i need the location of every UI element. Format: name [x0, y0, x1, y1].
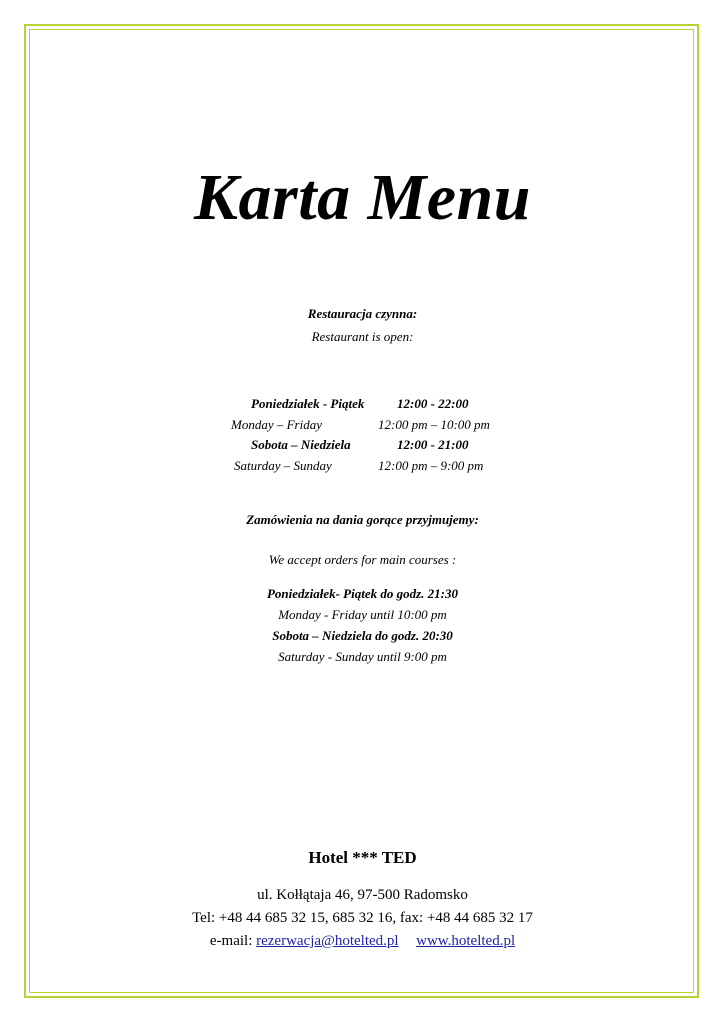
open-header-pl: Restauracja czynna: — [307, 306, 418, 321]
hours-days-weekday-pl: Poniedziałek - Piątek — [251, 396, 365, 411]
hotel-phone: Tel: +48 44 685 32 15, 685 32 16, fax: +48 44 685 32 17 — [192, 910, 533, 926]
website-link[interactable]: www.hotelted.pl — [416, 933, 516, 949]
hours-time-weekend-pl: 12:00 - 21:00 — [397, 437, 469, 452]
orders-line-weekend-en: Saturday - Sunday until 9:00 pm — [278, 649, 447, 664]
hours-time-weekday-pl: 12:00 - 22:00 — [397, 396, 469, 411]
hotel-address: ul. Kołłątaja 46, 97-500 Radomsko — [257, 887, 468, 903]
orders-line-weekday-pl: Poniedziałek- Piątek do godz. 21:30 — [266, 586, 458, 601]
orders-header-en: We accept orders for main courses : — [268, 552, 457, 567]
orders-line-weekday-en: Monday - Friday until 10:00 pm — [278, 607, 447, 622]
hours-days-weekend-pl: Sobota – Niedziela — [251, 437, 351, 452]
email-label: e-mail: — [209, 933, 253, 949]
hotel-contact-line — [0, 933, 725, 950]
hours-days-weekday-en: Monday – Friday — [231, 417, 322, 432]
orders-line-weekend-pl: Sobota – Niedziela do godz. 20:30 — [272, 628, 453, 643]
hours-time-weekend-en: 12:00 pm – 9:00 pm — [378, 458, 484, 473]
hours-days-weekend-en: Saturday – Sunday — [234, 458, 332, 473]
open-header-en: Restaurant is open: — [311, 329, 414, 344]
orders-header-pl: Zamówienia na dania gorące przyjmujemy: — [246, 512, 479, 527]
menu-title: Karta Menu — [194, 161, 531, 234]
email-link[interactable]: rezerwacja@hotelted.pl — [256, 933, 399, 949]
hotel-name: Hotel *** TED — [308, 848, 417, 867]
hours-time-weekday-en: 12:00 pm – 10:00 pm — [378, 417, 490, 432]
